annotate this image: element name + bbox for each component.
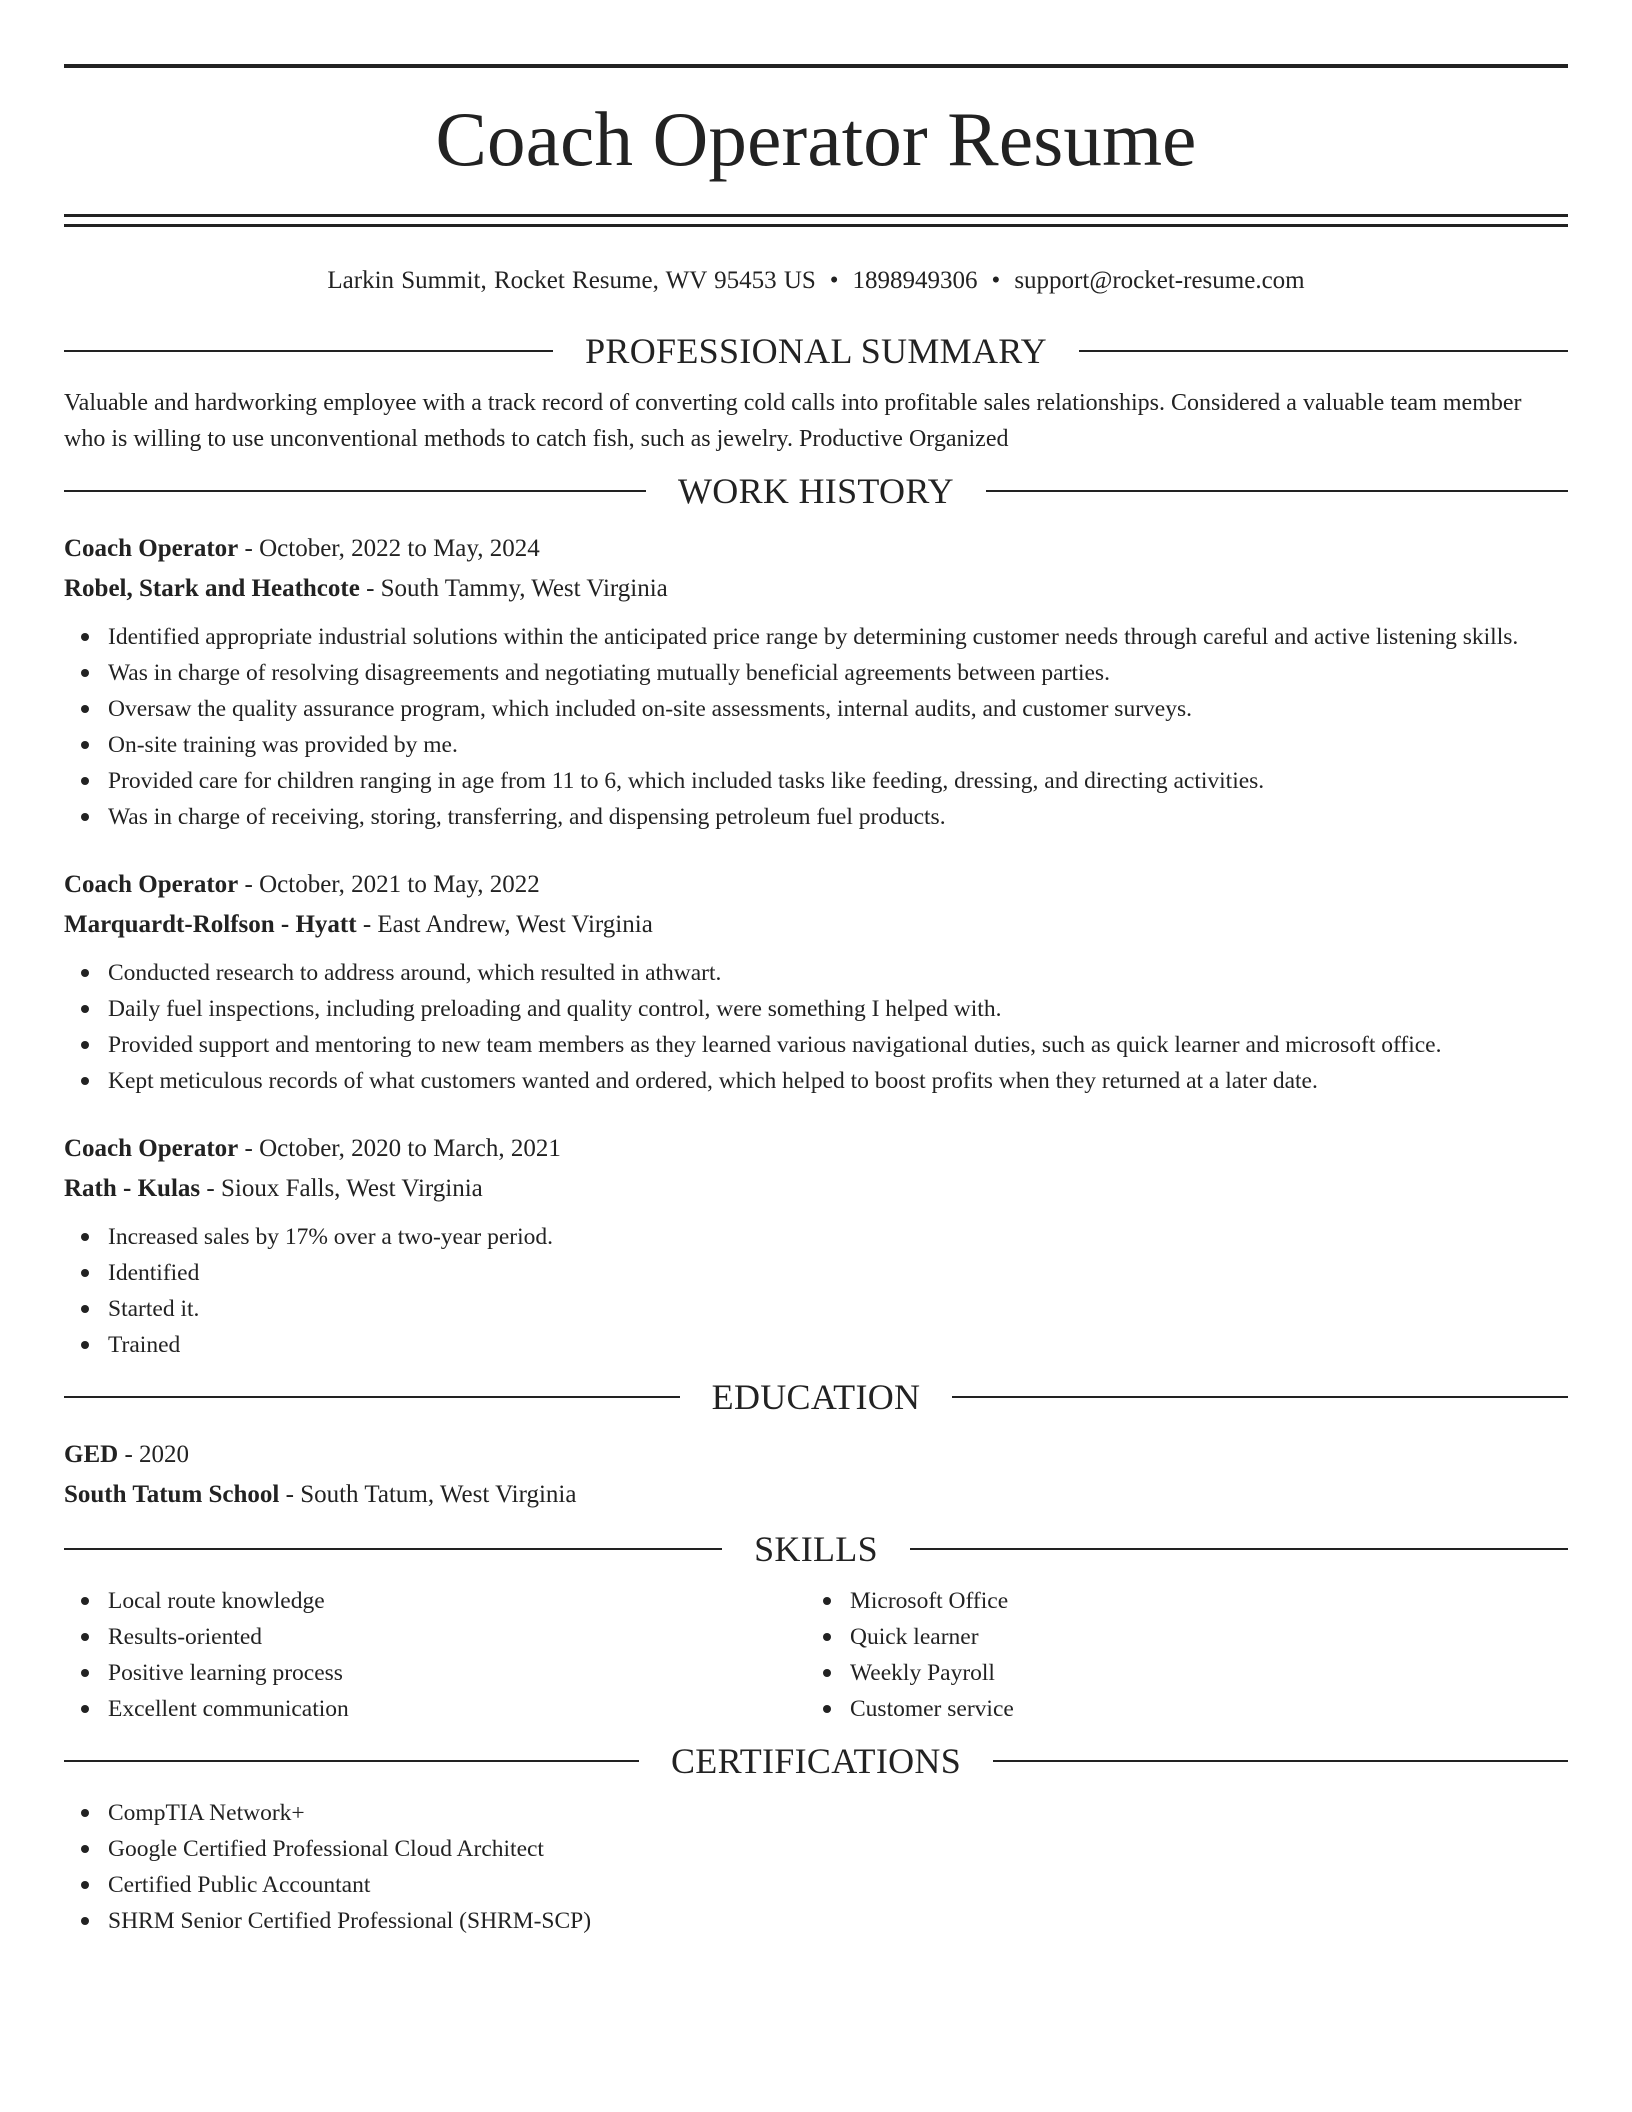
section-title: PROFESSIONAL SUMMARY: [585, 331, 1047, 371]
divider: [64, 490, 646, 492]
section-title: CERTIFICATIONS: [670, 1741, 962, 1781]
list-item: Local route knowledge: [64, 1583, 806, 1619]
job-title: Coach Operator: [64, 1135, 239, 1162]
job-duties-list: [64, 619, 1568, 835]
list-item: Quick learner: [806, 1619, 1568, 1655]
top-rule: [64, 64, 1568, 68]
graduation-year: - 2020: [118, 1441, 190, 1468]
education-entry: [64, 1435, 1568, 1515]
job-dates: - October, 2021 to May, 2022: [238, 871, 540, 898]
job-company-line: [64, 905, 1568, 945]
list-item: Identified appropriate industrial solutions within the anticipated price range by determining customer needs through careful and active listening skills.: [64, 619, 1568, 655]
list-item: Customer service: [806, 1691, 1568, 1727]
divider: [952, 1396, 1568, 1398]
divider: [64, 350, 553, 352]
title-rule-upper: [64, 214, 1568, 217]
skills-column-left: [64, 1583, 806, 1727]
contact-address: Larkin Summit, Rocket Resume, WV 95453 US: [327, 267, 816, 294]
list-item: Google Certified Professional Cloud Architect: [64, 1831, 1568, 1867]
job-entry: [64, 1129, 1568, 1363]
job-dates: - October, 2022 to May, 2024: [238, 535, 540, 562]
list-item: Started it.: [64, 1291, 1568, 1327]
contact-phone: 1898949306: [852, 267, 978, 294]
resume-title: Coach Operator Resume: [435, 96, 1197, 182]
divider: [910, 1548, 1568, 1550]
summary-section-heading: [64, 329, 1568, 373]
list-item: Was in charge of resolving disagreements and negotiating mutually beneficial agreements between parties.: [64, 655, 1568, 691]
divider: [64, 1760, 639, 1762]
job-company: Rath - Kulas: [64, 1175, 201, 1202]
school-location: - South Tatum, West Virginia: [279, 1481, 577, 1508]
list-item: Daily fuel inspections, including preloading and quality control, were something I helped with.: [64, 991, 1568, 1027]
divider: [64, 1396, 680, 1398]
degree-line: [64, 1435, 1568, 1475]
job-company: Marquardt-Rolfson - Hyatt: [64, 911, 357, 938]
contact-line: [64, 263, 1568, 299]
list-item: Certified Public Accountant: [64, 1867, 1568, 1903]
list-item: Microsoft Office: [806, 1583, 1568, 1619]
contact-separator: •: [991, 267, 1001, 294]
job-duties-list: [64, 1219, 1568, 1363]
divider: [1079, 350, 1568, 352]
job-location: - South Tammy, West Virginia: [359, 575, 668, 602]
list-item: Was in charge of receiving, storing, transferring, and dispensing petroleum fuel products.: [64, 799, 1568, 835]
list-item: Provided care for children ranging in age from 11 to 6, which included tasks like feeding, dressing, and directing activities.: [64, 763, 1568, 799]
section-title: SKILLS: [754, 1529, 878, 1569]
section-title: WORK HISTORY: [678, 471, 954, 511]
resume-page: [64, 64, 1568, 1939]
list-item: Trained: [64, 1327, 1568, 1363]
contact-email: support@rocket-resume.com: [1014, 267, 1305, 294]
divider: [986, 490, 1568, 492]
list-item: Provided support and mentoring to new team members as they learned various navigational duties, such as quick learner and microsoft office.: [64, 1027, 1568, 1063]
education-section-heading: [64, 1375, 1568, 1419]
degree: GED: [64, 1441, 119, 1468]
job-location: - East Andrew, West Virginia: [356, 911, 653, 938]
skills-grid: [64, 1583, 1568, 1727]
list-item: SHRM Senior Certified Professional (SHRM-SCP): [64, 1903, 1568, 1939]
job-title-line: [64, 865, 1568, 905]
certifications-list: [64, 1795, 1568, 1939]
divider: [64, 1548, 722, 1550]
job-entry: [64, 865, 1568, 1099]
school-line: [64, 1475, 1568, 1515]
skills-column-right: [806, 1583, 1568, 1727]
section-title: EDUCATION: [711, 1377, 921, 1417]
skills-list: [806, 1583, 1568, 1727]
list-item: Excellent communication: [64, 1691, 806, 1727]
summary-text: Valuable and hardworking employee with a track record of converting cold calls into profitable sales relationships. Considered a valuable team member who is willing to use unconventional methods to catch fish, such as jewelry. Productive Organized: [64, 390, 1522, 452]
contact-separator: •: [829, 267, 839, 294]
job-company-line: [64, 569, 1568, 609]
job-location: - Sioux Falls, West Virginia: [200, 1175, 483, 1202]
job-title-line: [64, 529, 1568, 569]
certifications-section-heading: [64, 1739, 1568, 1783]
job-title-line: [64, 1129, 1568, 1169]
divider: [993, 1760, 1568, 1762]
list-item: Positive learning process: [64, 1655, 806, 1691]
job-dates: - October, 2020 to March, 2021: [238, 1135, 561, 1162]
job-title: Coach Operator: [64, 871, 239, 898]
title-rule-lower: [64, 224, 1568, 227]
list-item: Weekly Payroll: [806, 1655, 1568, 1691]
skills-section-heading: [64, 1527, 1568, 1571]
list-item: CompTIA Network+: [64, 1795, 1568, 1831]
list-item: Oversaw the quality assurance program, which included on-site assessments, internal audits, and customer surveys.: [64, 691, 1568, 727]
list-item: Results-oriented: [64, 1619, 806, 1655]
job-entry: [64, 529, 1568, 835]
job-duties-list: [64, 955, 1568, 1099]
school-name: South Tatum School: [64, 1481, 280, 1508]
job-company-line: [64, 1169, 1568, 1209]
job-company: Robel, Stark and Heathcote: [64, 575, 360, 602]
list-item: Identified: [64, 1255, 1568, 1291]
list-item: Conducted research to address around, which resulted in athwart.: [64, 955, 1568, 991]
skills-list: [64, 1583, 806, 1727]
list-item: Increased sales by 17% over a two-year period.: [64, 1219, 1568, 1255]
list-item: On-site training was provided by me.: [64, 727, 1568, 763]
job-title: Coach Operator: [64, 535, 239, 562]
work-history-section-heading: [64, 469, 1568, 513]
list-item: Kept meticulous records of what customers wanted and ordered, which helped to boost profits when they returned at a later date.: [64, 1063, 1568, 1099]
